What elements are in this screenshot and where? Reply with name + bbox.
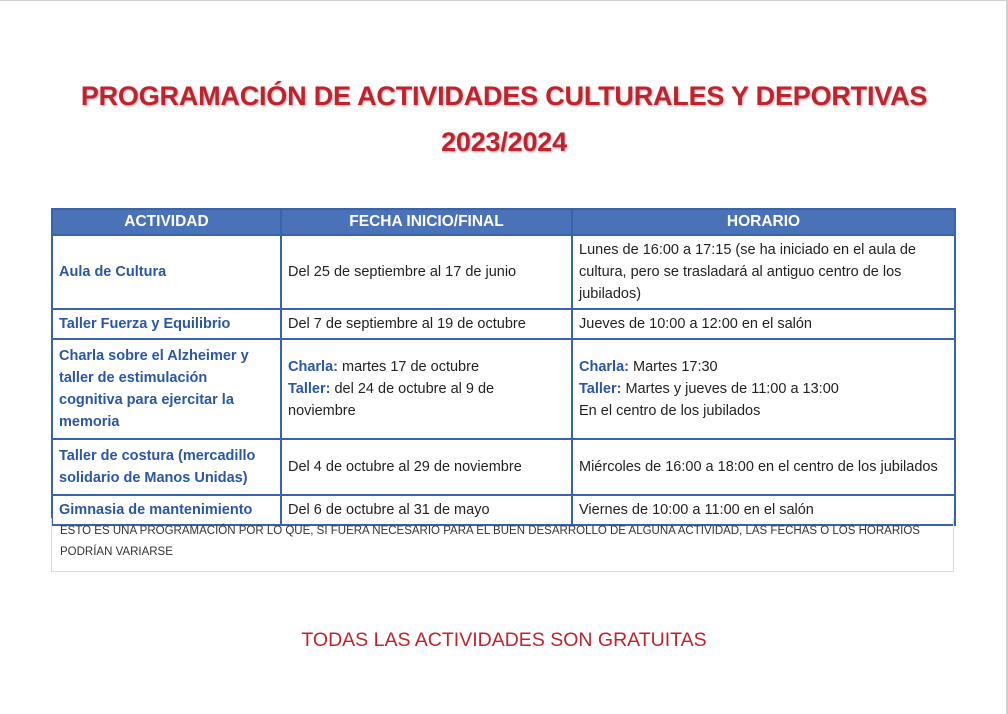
activity-cell: Charla sobre el Alzheimer y taller de estimulación cognitiva para ejercitar la memoria [52,339,281,439]
header-dates: FECHA INICIO/FINAL [281,209,572,235]
page-title: PROGRAMACIÓN DE ACTIVIDADES CULTURALES Y DEPORTIVAS [80,81,928,111]
taller-label: Taller: [288,381,331,397]
charla-time: Martes 17:30 [628,359,718,375]
header-schedule: HORARIO [572,209,955,235]
schedule-cell: Jueves de 10:00 a 12:00 en el salón [572,309,955,339]
taller-dates: del 24 de octubre al 9 de noviembre [288,381,495,419]
table-row [52,235,955,309]
schedule-cell: Viernes de 10:00 a 11:00 en el salón [572,495,955,525]
activity-cell: Gimnasia de mantenimiento [52,495,281,525]
table-header-row [52,209,955,235]
schedule-place: En el centro de los jubilados [579,403,761,419]
activity-cell: Taller de costura (mercadillo solidario de Manos Unidas) [52,439,281,495]
table-row [52,339,955,439]
activity-cell: Taller Fuerza y Equilibrio [52,309,281,339]
activities-table [51,208,956,526]
charla-date: martes 17 de octubre [337,359,480,375]
schedule-cell: Miércoles de 16:00 a 18:00 en el centro de los jubilados [572,439,955,495]
taller-label: Taller: [579,381,622,397]
dates-cell: Del 25 de septiembre al 17 de junio [281,235,572,309]
dates-cell: Del 6 de octubre al 31 de mayo [281,495,572,525]
dates-cell: Del 7 de septiembre al 19 de octubre [281,309,572,339]
table-row [52,439,955,495]
schedule-cell [572,339,955,439]
page-subtitle-year: 2023/2024 [441,127,567,157]
schedule-cell: Lunes de 16:00 a 17:15 (se ha iniciado en el aula de cultura, pero se trasladará al antiguo centro de los jubilados) [572,235,955,309]
dates-cell: Del 4 de octubre al 29 de noviembre [281,439,572,495]
table-row [52,309,955,339]
page-edge-top [0,0,1008,1]
header-activity: ACTIVIDAD [52,209,281,235]
disclaimer-note: ESTO ES UNA PROGRAMACIÓN POR LO QUE, SI FUERA NECESARIO PARA EL BUEN DESARROLLO DE ALGUNA ACTIVIDAD, LAS FECHAS O LOS HORARIOS PODRÍAN VARIARSE [51,518,954,572]
free-activities-notice: TODAS LAS ACTIVIDADES SON GRATUITAS [301,629,707,651]
charla-label: Charla: [288,359,338,375]
taller-time: Martes y jueves de 11:00 a 13:00 [621,381,839,397]
dates-cell [281,339,572,439]
activity-cell: Aula de Cultura [52,235,281,309]
charla-label: Charla: [579,359,629,375]
